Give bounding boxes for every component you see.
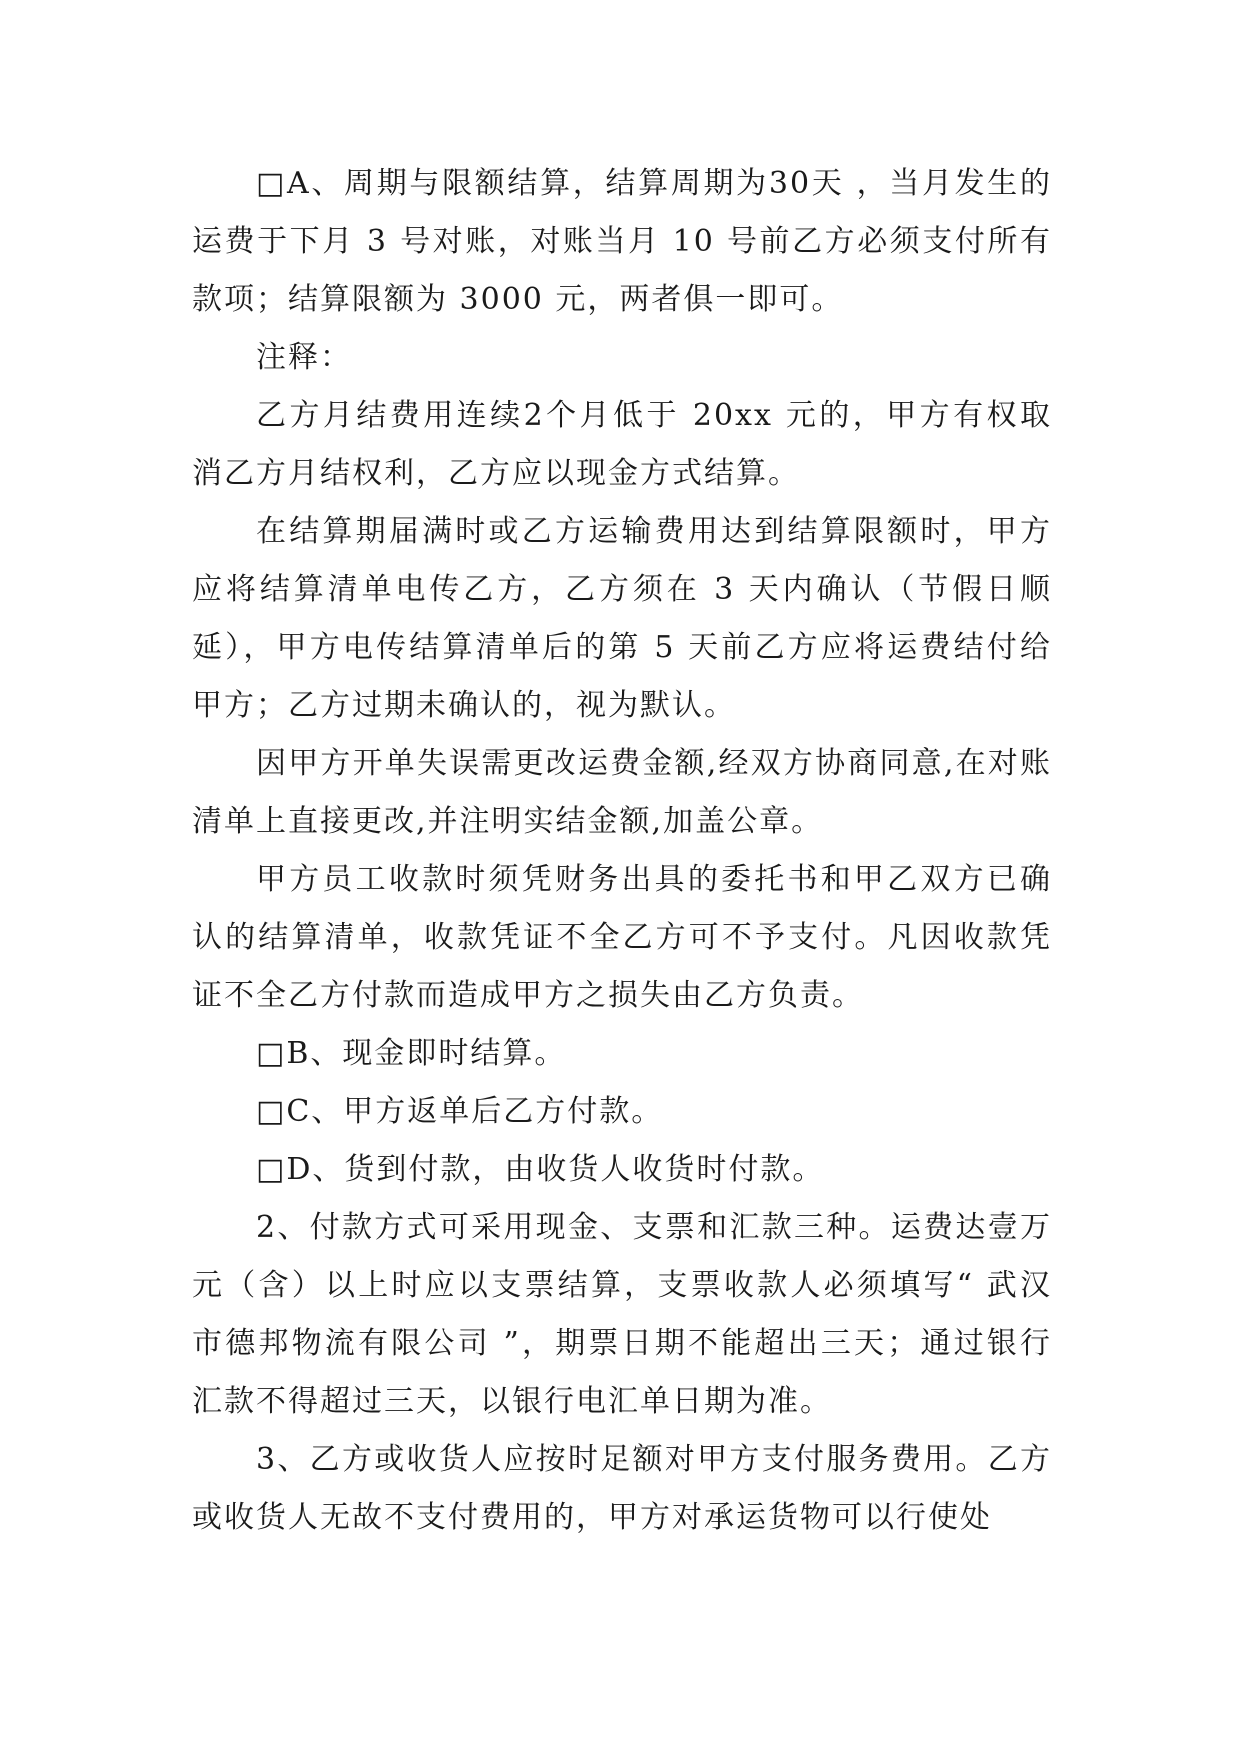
paragraph-service-fees: 3、乙方或收货人应按时足额对甲方支付服务费用。乙方或收货人无故不支付费用的，甲方对承运货物可以行使处: [192, 1442, 1052, 1535]
paragraph-settlement-option-a: □A、周期与限额结算，结算周期为30天 ，当月发生的运费于下月 3 号对账，对账当月 10 号前乙方必须支付所有款项；结算限额为 3000 元，两者俱一即可。: [192, 166, 1052, 317]
paragraph-settlement-option-d: □D、货到付款，由收货人收货时付款。: [256, 1152, 825, 1187]
paragraph-payment-methods: 2、付款方式可采用现金、支票和汇款三种。运费达壹万元（含）以上时应以支票结算，支票收款人必须填写“ 武汉市德邦物流有限公司 ”，期票日期不能超出三天；通过银行汇款不得超过三天，以银行电汇单日期为准。: [192, 1210, 1052, 1419]
document-body: [192, 155, 1052, 1547]
paragraph-settlement-option-b: □B、现金即时结算。: [256, 1036, 567, 1071]
paragraph-billing-error: 因甲方开单失误需更改运费金额,经双方协商同意,在对账清单上直接更改,并注明实结金额,加盖公章。: [192, 746, 1052, 839]
paragraph-collection-voucher: 甲方员工收款时须凭财务出具的委托书和甲乙双方已确认的结算清单，收款凭证不全乙方可不予支付。凡因收款凭证不全乙方付款而造成甲方之损失由乙方负责。: [192, 862, 1052, 1013]
paragraph-notes-heading: 注释：: [256, 340, 352, 375]
paragraph-monthly-minimum: 乙方月结费用连续2个月低于 20xx 元的，甲方有权取消乙方月结权利，乙方应以现金方式结算。: [192, 398, 1052, 491]
paragraph-settlement-option-c: □C、甲方返单后乙方付款。: [256, 1094, 664, 1129]
paragraph-settlement-statement: 在结算期届满时或乙方运输费用达到结算限额时，甲方应将结算清单电传乙方，乙方须在 3 天内确认（节假日顺延），甲方电传结算清单后的第 5 天前乙方应将运费结付给甲方；乙方过期未确认的，视为默认。: [192, 514, 1052, 723]
